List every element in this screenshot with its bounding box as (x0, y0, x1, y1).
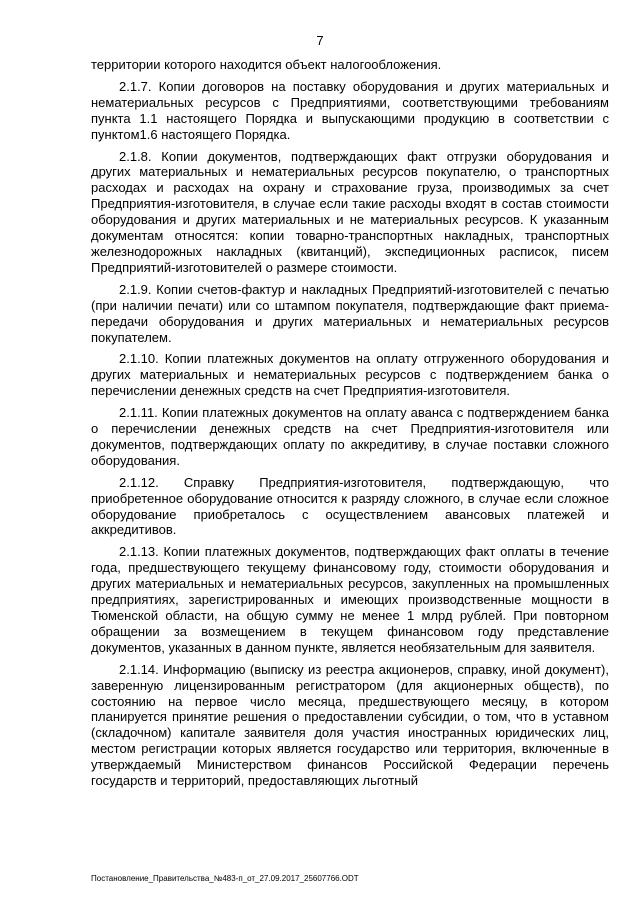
paragraph-2-1-14: 2.1.14. Информацию (выписку из реестра акционеров, справку, иной документ), заверенную лицензированным регистратором (для акционерных обществ), по состоянию на первое число месяца, предшествующего месяцу, в котором планируется принятие решения о предоставлении субсидии, о том, что в уставном (складочном) капитале заявителя доля участия иностранных юридических лиц, местом регистрации которых является государство или территория, включенные в утверждаемый Министерством финансов Российской Федерации перечень государств и территорий, предоставляющих льготный (91, 661, 609, 789)
paragraph-2-1-13: 2.1.13. Копии платежных документов, подтверждающих факт оплаты в течение года, предшествующего текущему финансовому году, стоимости оборудования и других материальных и нематериальных ресурсов, закупленных на промышленных предприятиях, зарегистрированных и имеющих производственные мощности в Тюменской области, на общую сумму не менее 1 млрд рублей. При повторном обращении за возмещением в текущем финансовом году представление документов, указанных в данном пункте, является необязательным для заявителя. (91, 544, 609, 655)
paragraph-2-1-9: 2.1.9. Копии счетов-фактур и накладных Предприятий-изготовителей с печатью (при наличии печати) или со штампом покупателя, подтверждающие факт приема-передачи оборудования и других материальных и нематериальных ресурсов покупателем. (91, 281, 609, 345)
paragraph-2-1-12: 2.1.12. Справку Предприятия-изготовителя, подтверждающую, что приобретенное оборудование относится к разряду сложного, в случае если сложное оборудование приобреталось с осуществлением авансовых платежей и аккредитивов. (91, 474, 609, 538)
document-footer: Постановление_Правительства_№483-п_от_27.09.2017_25607766.ODT (91, 874, 359, 883)
paragraph-2-1-10: 2.1.10. Копии платежных документов на оплату отгруженного оборудования и других материальных и нематериальных ресурсов с подтверждением банка о перечислении денежных средств на счет Предприятия-изготовителя. (91, 351, 609, 399)
paragraph-continuation: территории которого находится объект налогообложения. (91, 57, 442, 72)
paragraph-2-1-7: 2.1.7. Копии договоров на поставку оборудования и других материальных и нематериальных ресурсов с Предприятиями, соответствующими требованиям пункта 1.1 настоящего Порядка и выпускающими продукцию в соответствии с пунктом1.6 настоящего Порядка. (91, 78, 609, 142)
document-body (91, 57, 609, 795)
paragraph-2-1-11: 2.1.11. Копии платежных документов на оплату аванса с подтверждением банка о перечислении денежных средств на счет Предприятия-изготовителя или документов, подтверждающих оплату по аккредитиву, в случае поставки сложного оборудования. (91, 405, 609, 468)
paragraph-2-1-8: 2.1.8. Копии документов, подтверждающих факт отгрузки оборудования и других материальных и нематериальных ресурсов покупателю, о транспортных расходах и расходах на охрану и страхование груза, производимых за счет Предприятия-изготовителя, в случае если такие расходы входят в состав стоимости оборудования и других материальных и не материальных ресурсов. К указанным документам относятся: копии товарно-транспортных накладных, транспортных железнодорожных накладных (квитанций), экспедиционных расписок, писем Предприятий-изготовителей о размере стоимости. (91, 148, 609, 275)
page-number: 7 (316, 33, 324, 48)
